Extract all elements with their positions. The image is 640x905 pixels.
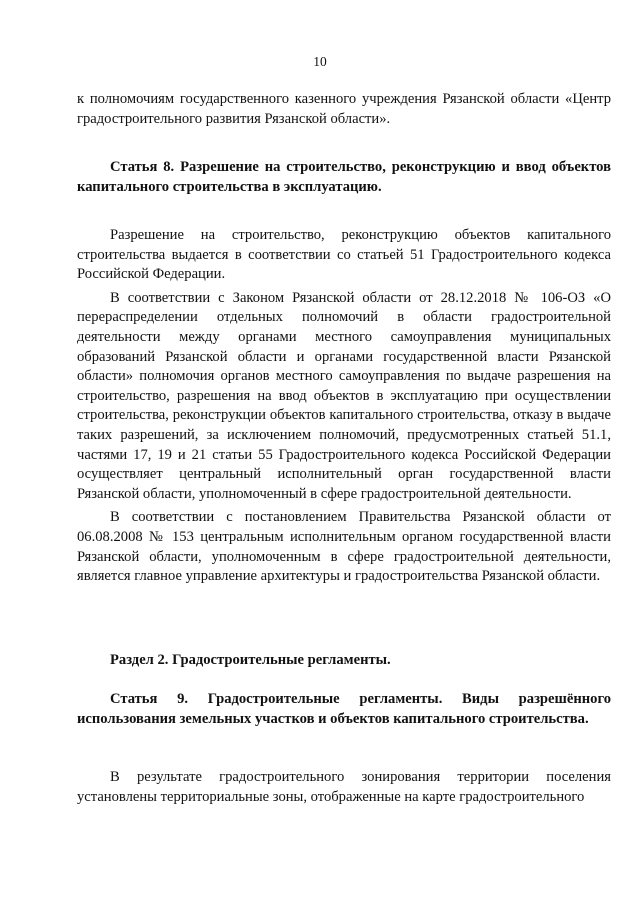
article-8-paragraph-3: В соответствии с постановлением Правительства Рязанской области от 06.08.2008 № 153 центральным исполнительным органом государственной власти Рязанской области, уполномоченным в сфере градостроительной деятельности, является главное управление архитектуры и градостроительства Рязанской области. [77,509,611,585]
article-8-heading: Статья 8. Разрешение на строительство, реконструкцию и ввод объектов капитального строительства в эксплуатацию. [77,159,611,195]
article-8-paragraph-2: В соответствии с Законом Рязанской области от 28.12.2018 № 106-ОЗ «О перераспределении отдельных полномочий в области градостроительной деятельности между органами местного самоуправления муниципальных образований Рязанской области и органами государственной власти Рязанской области» полномочия органов местного самоуправления по выдаче разрешения на строительство, разрешения на ввод объектов в эксплуатацию при осуществлении строительства, реконструкции объектов капитального строительства, отказу в выдаче таких разрешений, за исключением полномочий, предусмотренных статьей 51.1, частями 17, 19 и 21 статьи 55 Градостроительного кодекса Российской Федерации осуществляет центральный исполнительный орган государственной власти Рязанской области, уполномоченный в сфере градостроительной деятельности. [77,289,611,502]
section-2-heading: Раздел 2. Градостроительные регламенты. [110,652,391,668]
article-9-paragraph: В результате градостроительного зонирования территории поселения установлены территориальные зоны, отображенные на карте градостроительного [77,769,611,805]
page-number: 10 [313,54,327,69]
article-8-body [77,226,611,587]
continuation-block [77,90,611,129]
article-8-paragraph-1: Разрешение на строительство, реконструкцию объектов капитального строительства выдается в соответствии со статьей 51 Градостроительного кодекса Российской Федерации. [77,227,611,283]
section-2-heading-block [77,651,611,671]
continuation-text: к полномочиям государственного казенного учреждения Рязанской области «Центр градостроительного развития Рязанской области». [77,91,611,127]
article-9-heading-block [77,690,611,729]
article-9-heading: Статья 9. Градостроительные регламенты. Виды разрешённого использования земельных участков и объектов капитального строительства. [77,691,611,727]
article-8-heading-block [77,158,611,197]
article-9-body [77,768,611,807]
